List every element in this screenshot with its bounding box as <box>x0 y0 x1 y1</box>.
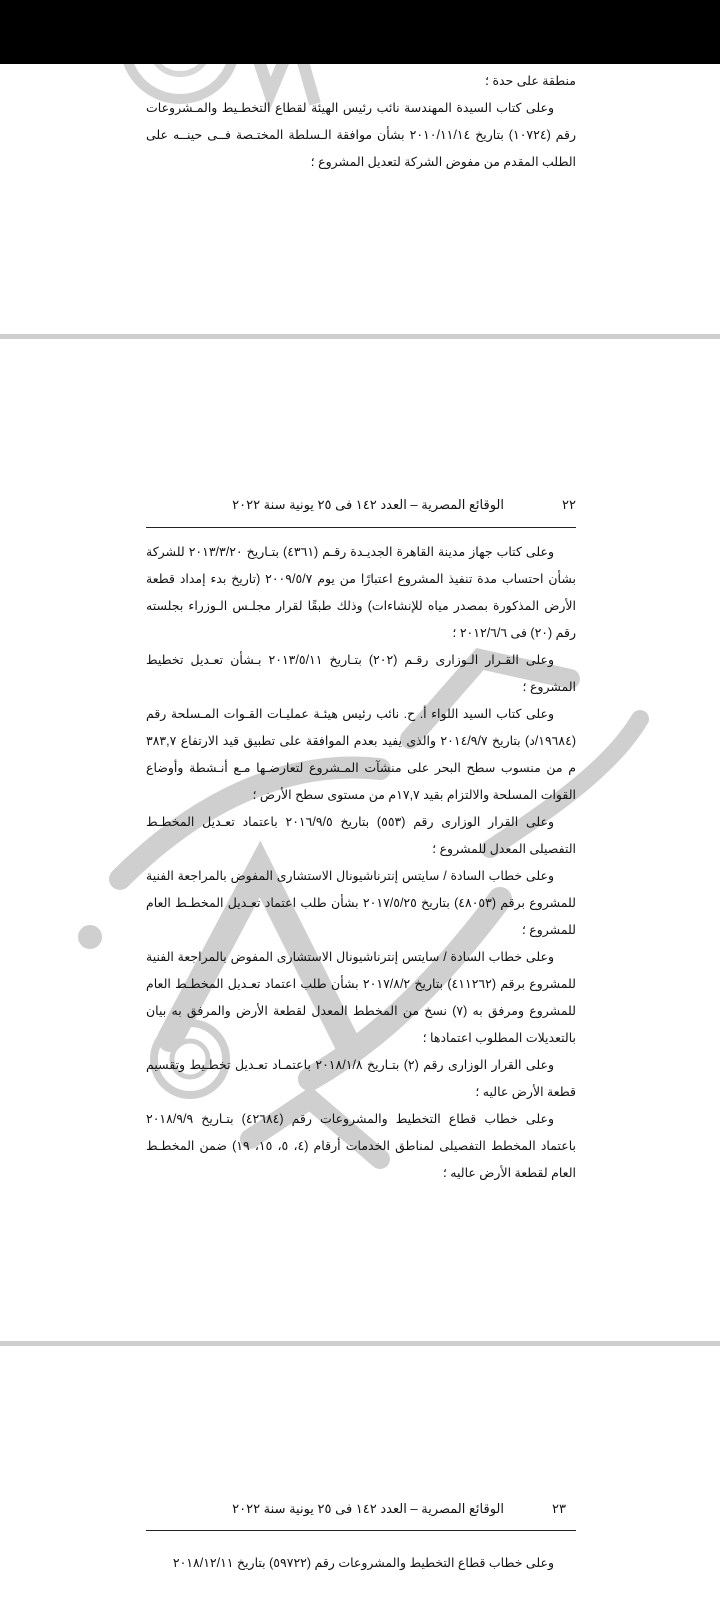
paragraph: وعلى خطاب قطاع التخطيط والمشروعات رقم (٤٢٦٨٤) بتـاريخ ٢٠١٨/٩/٩ باعتماد المخطط التفصيلى لمناطق الخدمات أرقام (٤، ٥، ١٥، ١٩) ضمن المخطـط العام لقطعة الأرض عاليه ؛ <box>146 1112 576 1180</box>
paragraph: وعلى القرار الوزارى رقم (٥٥٣) بتاريخ ٢٠١٦/٩/٥ باعتماد تعـديل المخطـط التفصيلى المعدل للمشروع ؛ <box>146 815 576 856</box>
paragraph: وعلى كتاب السيدة المهندسة نائب رئيس الهيئة لقطاع التخطـيط والمـشروعات رقم (١٠٧٢٤) بتاريخ ٢٠١٠/١١/١٤ بشأن موافقة الـسلطة المختـصة فــى حينــه على الطلب المقدم من مفوض الشركة لتعديل المشروع ؛ <box>146 101 576 169</box>
page-number: ٢٣ <box>552 1501 566 1516</box>
page-22 <box>0 339 720 1341</box>
page-fragment-top <box>0 64 720 334</box>
paragraph: وعلى القـرار الـوزارى رقـم (٢٠٢) بتـاريخ ٢٠١٣/٥/١١ بـشأن تعـديل تخطيط المشروع ؛ <box>146 653 576 694</box>
header-rule <box>146 527 576 528</box>
body-text <box>146 539 576 1187</box>
page-number: ٢٢ <box>562 497 576 512</box>
paragraph: وعلى كتاب جهاز مدينة القاهرة الجديـدة رقـم (٤٣٦١) بتـاريخ ٢٠١٣/٣/٢٠ للشركة بشأن احتساب مدة تنفيذ المشروع اعتبارًا من يوم ٢٠٠٩/٥/٧ (تاريخ بدء إمداد قطعة الأرض المذكورة بمصدر مياه للإنشاءات) وذلك طبقًا لقرار مجلـس الـوزراء بجلسته رقم (٢٠) فى ٢٠١٢/٦/٦ ؛ <box>146 545 576 640</box>
top-black-bar <box>0 0 720 64</box>
page-23 <box>0 1346 720 1600</box>
top-text-block <box>146 68 576 176</box>
running-title: الوقائع المصرية – العدد ١٤٢ فى ٢٥ يونية سنة ٢٠٢٢ <box>232 1501 504 1516</box>
paragraph: وعلى خطاب السادة / سايتس إنترناشيونال الاستشارى المفوض بالمراجعة الفنية للمشروع برقم (٤١١٢٦٢) بتاريخ ٢٠١٧/٨/٢ بشأن طلب اعتماد تعـديل المخطـط العام للمشروع ومرفق به (٧) نسخ من المخطط المعدل لقطعة الأرض والمرفق به بيان بالتعديلات المطلوب اعتمادها ؛ <box>146 950 576 1045</box>
running-header <box>146 497 576 519</box>
paragraph: وعلى كتاب السيد اللواء أ. ح. نائب رئيس هيئـة عمليـات القـوات المـسلحة رقم (١٩٦٨٤/د) بتاريخ ٢٠١٤/٩/٧ والذى يفيد بعدم الموافقة على تطبيق قيد الارتفاع ٣٨٣,٧ م من منسوب سطح البحر على منشآت المـشروع لتعارضـها مـع أنـشطة وأوضاع القوات المسلحة والالتزام بقيد ١٧,٧م من مستوى سطح الأرض ؛ <box>146 707 576 802</box>
paragraph: وعلى خطاب السادة / سايتس إنترناشيونال الاستشارى المفوض بالمراجعة الفنية للمشروع برقم (٤٨٠٥٣) بتاريخ ٢٠١٧/٥/٢٥ بشأن طلب اعتماد تعـديل المخطـط العام للمشروع ؛ <box>146 869 576 937</box>
running-header <box>146 1501 576 1523</box>
running-title: الوقائع المصرية – العدد ١٤٢ فى ٢٥ يونية سنة ٢٠٢٢ <box>232 497 504 512</box>
header-rule <box>146 1530 576 1531</box>
paragraph: وعلى خطاب قطاع التخطيط والمشروعات رقم (٥٩٧٢٢) بتاريخ ٢٠١٨/١٢/١١ <box>172 1556 554 1570</box>
paragraph: وعلى القرار الوزارى رقم (٢) بتـاريخ ٢٠١٨/١/٨ باعتمـاد تعـديل تخطـيط وتقسيم قطعة الأرض عاليه ؛ <box>146 1058 576 1099</box>
paragraph: منطقة على حدة ؛ <box>485 74 576 88</box>
body-text <box>146 1550 576 1590</box>
